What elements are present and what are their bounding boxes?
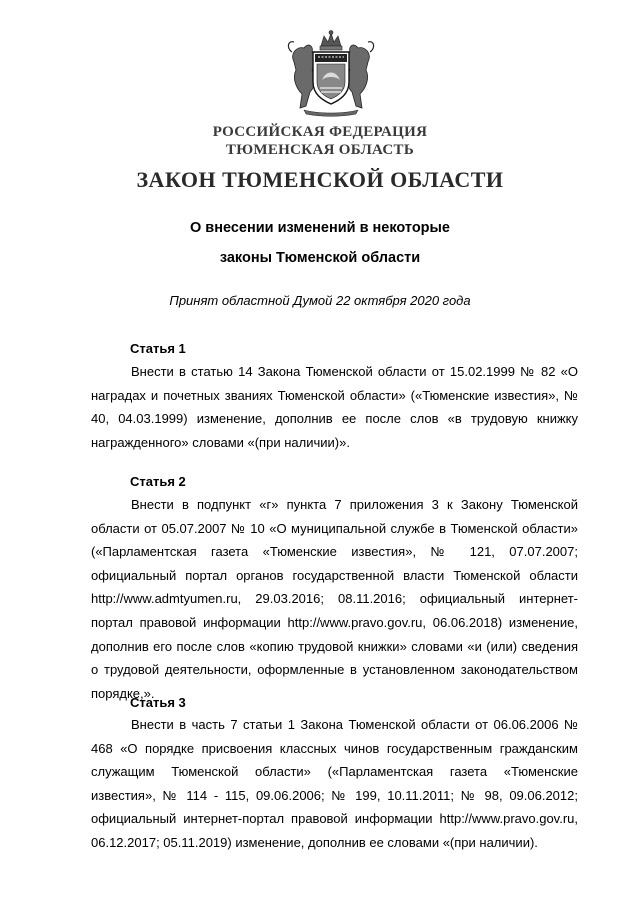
article-3-text: Внести в часть 7 статьи 1 Закона Тюменской области от 06.06.2006 № 468 «О порядке присвоения классных чинов государственным гражданским служащим Тюменской области» («Парламентская газета «Тюменские известия», № 114 - 115, 09.06.2006; № 199, 10.11.2011; № 98, 09.06.2012; официальный интернет-портал правовой информации http://www.pravo.gov.ru, 06.12.2017; 05.11.2019) изменение, дополнив ее словами «(при наличии). bbox=[91, 717, 578, 850]
article-2-text: Внести в подпункт «г» пункта 7 приложения 3 к Закону Тюменской области от 05.07.2007 № 10 «О муниципальной службе в Тюменской области» («Парламентская газета «Тюменские известия», № 121, 07.07.2007; официальный портал органов государственной власти Тюменской области http://www.admtyumen.ru, 29.03.2016; 08.11.2016; официальный интернет-портал правовой информации http://www.pravo.gov.ru, 06.06.2018) изменение, дополнив его после слов «копию трудовой книжки» словами «и (или) сведения о трудовой деятельности, оформленные в установленном законодательством порядке,». bbox=[91, 497, 578, 701]
law-heading: ЗАКОН ТЮМЕНСКОЙ ОБЛАСТИ bbox=[136, 167, 504, 192]
article-2-heading: Статья 2 bbox=[130, 474, 186, 489]
header-country: РОССИЙСКАЯ ФЕДЕРАЦИЯ bbox=[212, 124, 428, 140]
document-title-line-1: О внесении изменений в некоторые bbox=[190, 220, 450, 236]
article-1-heading: Статья 1 bbox=[130, 341, 186, 356]
document-title-line-2: законы Тюменской области bbox=[219, 250, 421, 266]
adoption-note: Принят областной Думой 22 октября 2020 года bbox=[169, 293, 471, 308]
article-3-heading: Статья 3 bbox=[130, 695, 186, 710]
header-region: ТЮМЕНСКАЯ ОБЛАСТЬ bbox=[225, 142, 415, 158]
coat-of-arms-emblem bbox=[282, 30, 380, 118]
article-1-text: Внести в статью 14 Закона Тюменской области от 15.02.1999 № 82 «О наградах и почетных званиях Тюменской области» («Тюменские известия», № 40, 04.03.1999) изменение, дополнив ее после слов «в трудовую книжку награжденного» словами «(при наличии)». bbox=[91, 364, 578, 450]
